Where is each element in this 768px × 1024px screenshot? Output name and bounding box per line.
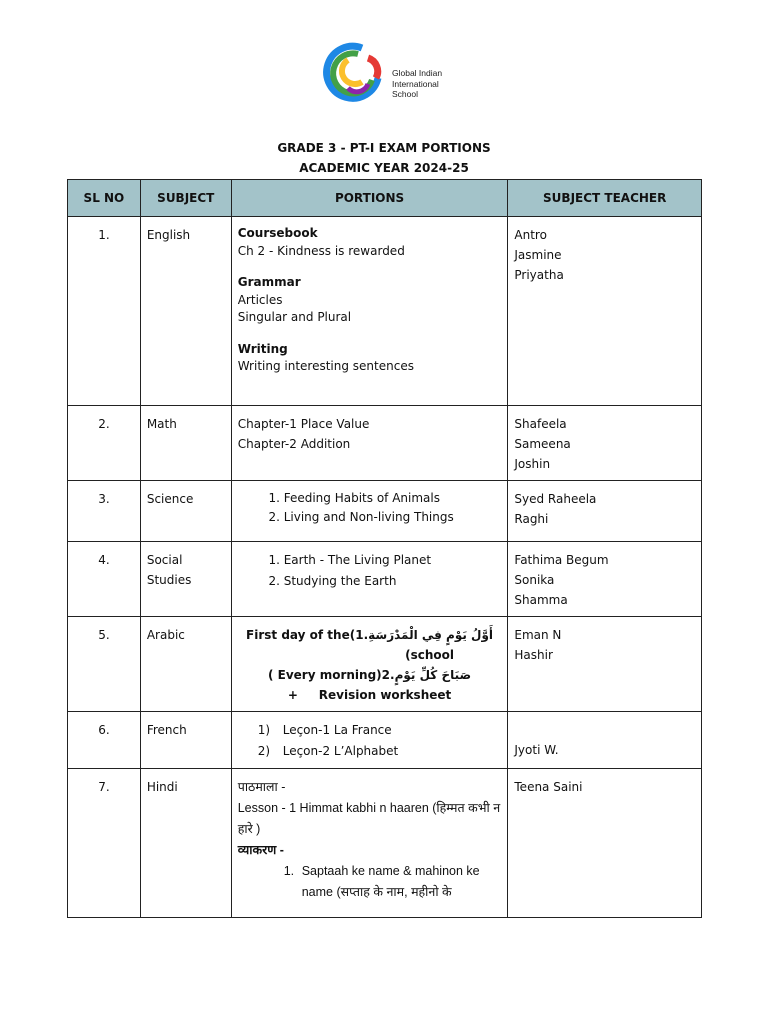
portion-item: + Revision worksheet: [287, 688, 452, 702]
table-header-row: [68, 180, 702, 217]
portion-number: 2): [257, 744, 271, 758]
table-row: [68, 217, 702, 406]
portion-number: 1.: [283, 864, 295, 878]
portion-item: Chapter-1 Place Value: [237, 417, 370, 431]
subject-cell: French: [140, 712, 231, 769]
table-row: [68, 617, 702, 712]
teacher-name: Shamma: [514, 593, 568, 607]
subject-cell: Science: [140, 481, 231, 542]
school-logo-icon: [318, 38, 388, 110]
portions-cell: [231, 617, 508, 712]
sl-cell: 5.: [68, 617, 141, 712]
portions-cell: [231, 406, 508, 481]
portion-item: Lesson - 1 Himmat kabhi n haaren (हिम्मत कभी न हारे ): [237, 801, 501, 836]
teacher-cell: [508, 217, 702, 406]
page-title: GRADE 3 - PT-I EXAM PORTIONS: [277, 141, 491, 155]
sl-cell: 3.: [68, 481, 141, 542]
table-row: [68, 542, 702, 617]
portion-item: Writing interesting sentences: [237, 359, 414, 373]
teacher-name: Fathima Begum: [514, 553, 609, 567]
teacher-cell: [508, 769, 702, 918]
portion-item: [238, 861, 502, 903]
portion-item: ( Every morning)صَبَاحَ كُلِّ يَوْمٍ.2: [267, 668, 472, 682]
teacher-cell: [508, 712, 702, 769]
teacher-name: Priyatha: [514, 268, 564, 282]
col-header-sl: SL NO: [68, 180, 141, 217]
teacher-name: [514, 720, 695, 740]
portion-item: पाठमाला -: [237, 780, 286, 794]
portions-cell: [231, 481, 508, 542]
teacher-name: Syed Raheela: [514, 492, 597, 506]
portions-cell: [231, 769, 508, 918]
portion-heading: Writing: [237, 341, 288, 356]
teacher-name: Raghi: [514, 512, 549, 526]
teacher-cell: [508, 481, 702, 542]
portion-heading: व्याकरण -: [237, 843, 284, 857]
portion-item: Chapter-2 Addition: [237, 437, 351, 451]
teacher-name: Teena Saini: [514, 780, 583, 794]
school-logo: [318, 38, 468, 110]
portions-cell: [231, 542, 508, 617]
subject-cell: Math: [140, 406, 231, 481]
subject-cell: Arabic: [140, 617, 231, 712]
subject-cell: English: [140, 217, 231, 406]
table-row: [68, 406, 702, 481]
portion-item: Ch 2 - Kindness is rewarded: [237, 243, 405, 258]
portion-item: [238, 741, 502, 762]
teacher-cell: [508, 617, 702, 712]
logo-line-1: Global Indian: [392, 68, 443, 78]
subject-cell: Social Studies: [140, 542, 231, 617]
portion-heading: Grammar: [237, 275, 301, 289]
portions-cell: [231, 712, 508, 769]
portions-cell: [231, 217, 508, 406]
table-row: [68, 769, 702, 918]
teacher-name: Shafeela: [514, 417, 567, 431]
logo-line-3: School: [392, 89, 418, 99]
portion-text: Saptaah ke name & mahinon ke name (सप्ताह के नाम, महीनो के: [301, 864, 480, 899]
sl-cell: 7.: [68, 769, 141, 918]
col-header-portions: PORTIONS: [231, 180, 508, 217]
portion-heading: Coursebook: [237, 226, 318, 240]
teacher-cell: [508, 542, 702, 617]
portion-number: 1): [257, 723, 271, 737]
portion-item: 1. Earth - The Living Planet: [284, 550, 502, 571]
teacher-name: Sonika: [514, 573, 555, 587]
portion-list: [238, 550, 502, 592]
teacher-name: Sameena: [514, 437, 571, 451]
teacher-name: Jasmine: [514, 248, 562, 262]
table-row: [68, 712, 702, 769]
teacher-name: Antro: [514, 228, 547, 242]
teacher-name: Joshin: [514, 457, 551, 471]
table-row: [68, 481, 702, 542]
portion-item: 2. Studying the Earth: [284, 571, 502, 592]
col-header-subject: SUBJECT: [140, 180, 231, 217]
teacher-name: Eman N: [514, 628, 562, 642]
portion-item: 2. Living and Non-living Things: [284, 508, 502, 527]
sl-cell: 2.: [68, 406, 141, 481]
page-subtitle: ACADEMIC YEAR 2024-25: [299, 161, 469, 175]
portion-item: 1. Feeding Habits of Animals: [284, 489, 502, 508]
portion-text: Leçon-1 La France: [282, 723, 392, 737]
portion-item: [238, 720, 502, 741]
subject-cell: Hindi: [140, 769, 231, 918]
sl-cell: 1.: [68, 217, 141, 406]
sl-cell: 6.: [68, 712, 141, 769]
teacher-cell: [508, 406, 702, 481]
portion-item: First day of the(أَوَّلُ يَوْمٍ فِي الْمَدْرَسَةِ.1: [246, 628, 494, 642]
portions-table: [67, 179, 702, 918]
teacher-name: Hashir: [514, 648, 553, 662]
portion-list: [238, 489, 502, 527]
teacher-name: Jyoti W.: [514, 743, 559, 757]
portion-item: Articles: [237, 292, 283, 307]
portion-item: Singular and Plural: [237, 310, 352, 324]
logo-line-2: International: [392, 78, 439, 89]
sl-cell: 4.: [68, 542, 141, 617]
portion-item: (school: [405, 648, 454, 662]
col-header-teacher: SUBJECT TEACHER: [508, 180, 702, 217]
school-logo-text: [392, 68, 442, 100]
portion-text: Leçon-2 L’Alphabet: [282, 744, 399, 758]
